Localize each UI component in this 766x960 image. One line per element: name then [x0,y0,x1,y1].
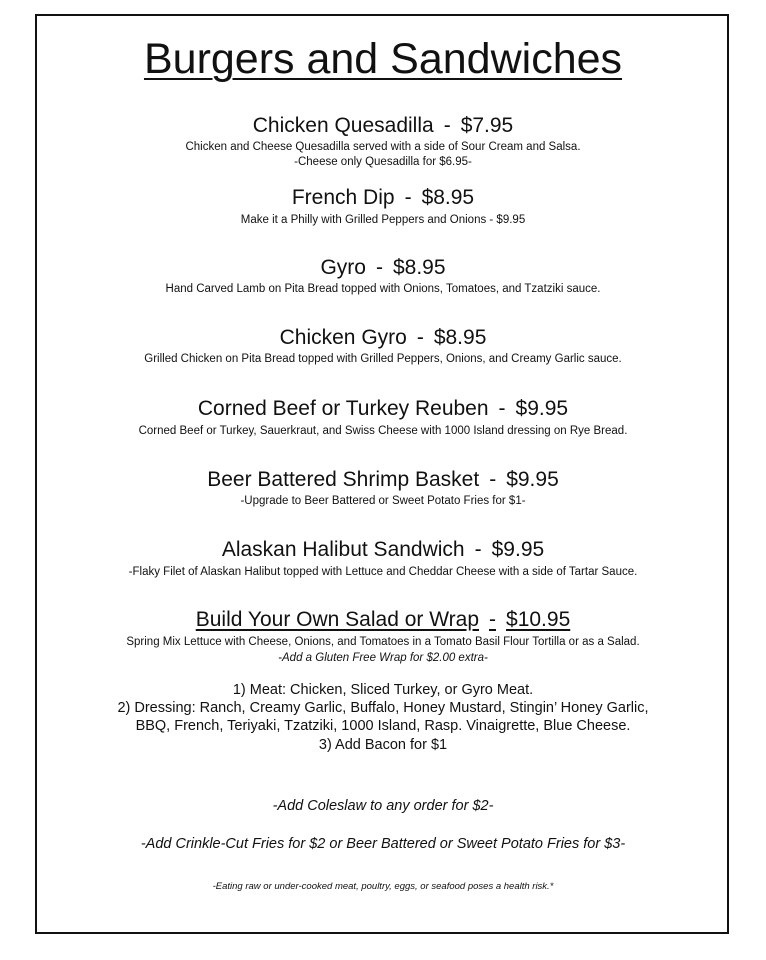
item-price: $8.95 [421,186,475,209]
item-separator: - [498,397,506,420]
addon-note: -Add Coleslaw to any order for $2- [272,798,494,814]
item-separator: - [443,114,451,137]
item-description: Grilled Chicken on Pita Bread topped with Grilled Peppers, Onions, and Creamy Garlic sauce. [144,353,622,365]
item-name: Beer Battered Shrimp Basket [207,468,480,491]
item-description: Chicken and Cheese Quesadilla served with a side of Sour Cream and Salsa. [185,141,581,153]
item-name: French Dip [291,186,395,209]
item-heading [0,256,766,280]
build-option: 1) Meat: Chicken, Sliced Turkey, or Gyro Meat. [232,682,534,698]
item-heading [0,326,766,350]
item-heading [0,114,766,138]
item-price: $9.95 [491,538,545,561]
item-heading [0,186,766,210]
item-description: Spring Mix Lettuce with Cheese, Onions, and Tomatoes in a Tomato Basil Flour Tortilla or as a Salad. [126,636,640,648]
item-heading [0,468,766,492]
item-description: -Add a Gluten Free Wrap for $2.00 extra- [278,652,488,664]
item-heading [0,538,766,562]
item-separator: - [375,256,383,279]
item-heading [0,608,766,632]
menu-title: Burgers and Sandwiches [143,35,623,83]
item-separator: - [416,326,424,349]
item-separator: - [489,608,497,631]
item-heading [0,397,766,421]
build-option: 2) Dressing: Ranch, Creamy Garlic, Buffalo, Honey Mustard, Stingin’ Honey Garlic, [117,700,649,716]
item-separator: - [474,538,482,561]
addon-note: -Add Crinkle-Cut Fries for $2 or Beer Battered or Sweet Potato Fries for $3- [140,836,626,852]
item-separator: - [489,468,497,491]
item-name: Gyro [320,256,366,279]
build-option: 3) Add Bacon for $1 [318,737,448,753]
item-name: Alaskan Halibut Sandwich [221,538,465,561]
health-disclaimer: -Eating raw or under-cooked meat, poultry, eggs, or seafood poses a health risk.* [212,881,554,892]
item-name: Corned Beef or Turkey Reuben [197,397,489,420]
item-price: $7.95 [460,114,514,137]
item-separator: - [404,186,412,209]
item-description: Make it a Philly with Grilled Peppers and Onions - $9.95 [240,214,526,226]
item-description: -Upgrade to Beer Battered or Sweet Potato Fries for $1- [240,495,526,507]
item-description: Hand Carved Lamb on Pita Bread topped with Onions, Tomatoes, and Tzatziki sauce. [165,283,601,295]
item-description: -Flaky Filet of Alaskan Halibut topped with Lettuce and Cheddar Cheese with a side of Tartar Sauce. [128,566,638,578]
item-description: -Cheese only Quesadilla for $6.95- [294,156,472,168]
item-price: $9.95 [506,468,559,491]
item-price: $8.95 [392,256,446,279]
item-price: $10.95 [506,608,571,631]
item-name: Chicken Quesadilla [252,114,434,137]
item-price: $9.95 [515,397,569,420]
item-description: Corned Beef or Turkey, Sauerkraut, and Swiss Cheese with 1000 Island dressing on Rye Bread. [138,425,628,437]
item-name: Build Your Own Salad or Wrap [195,608,480,631]
build-option: BBQ, French, Teriyaki, Tzatziki, 1000 Island, Rasp. Vinaigrette, Blue Cheese. [135,718,631,734]
item-name: Chicken Gyro [279,326,407,349]
item-price: $8.95 [433,326,487,349]
